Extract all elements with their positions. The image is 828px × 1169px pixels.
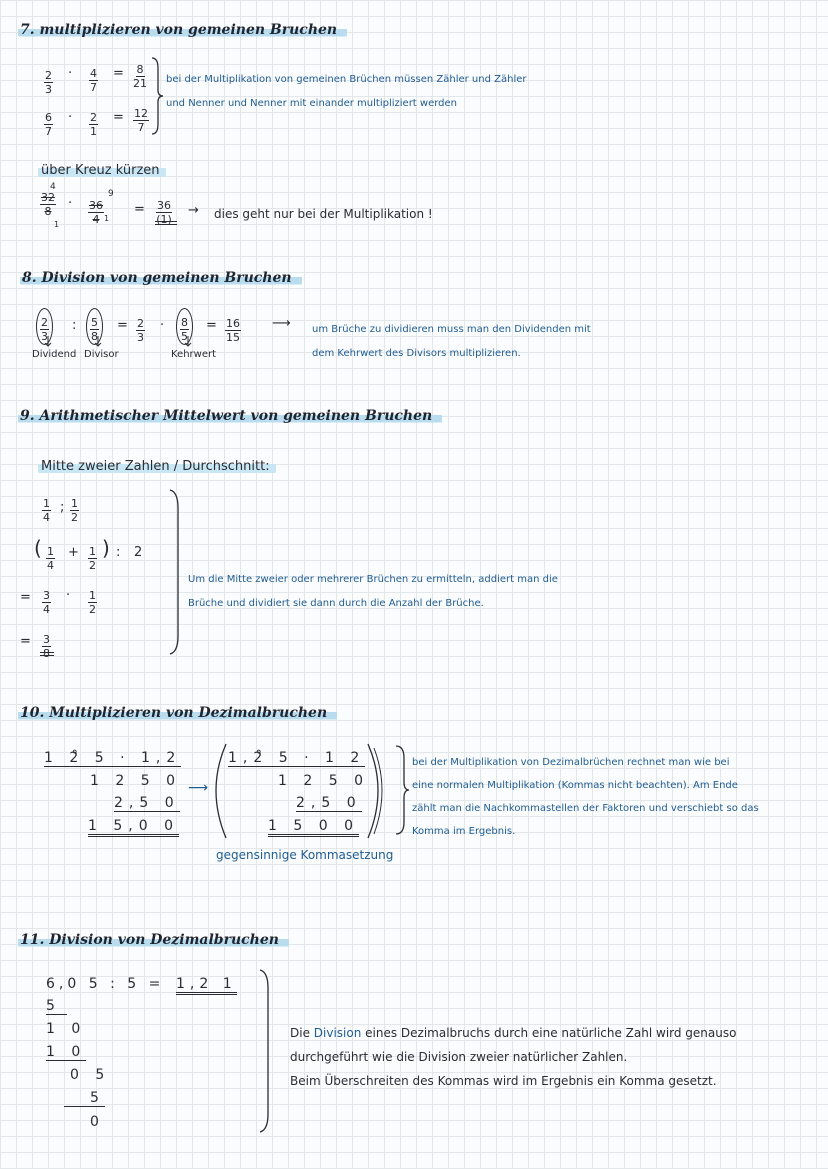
fraction: $\frac{1}{4}$ [43,497,50,524]
operator: : [72,318,77,333]
operator: · [68,196,73,211]
section-11-note-1: Die Division eines Dezimalbruchs durch eine natürliche Zahl wird genauso [290,1026,737,1040]
cross-cancel-label: über Kreuz kürzen [38,163,166,178]
division-remainder: 0 [90,1114,105,1130]
calc-line-2: 1 2 5 0 [90,773,181,789]
calc-box-line-2: 1 2 5 0 [278,773,369,789]
section-7-note-2: und Nenner und Nenner mit einander multipliziert werden [166,98,458,109]
double-underline [155,221,177,225]
fraction: $\frac{1}{2}$ [89,545,96,572]
section-7-title: 7. multiplizieren von gemeinen Bruchen [18,22,347,38]
section-10-note-2: eine normalen Multiplikation (Kommas nicht beachten). Am Ende [412,780,738,791]
plus: + [68,545,79,560]
bracket [168,488,184,656]
equals: = [134,202,145,217]
equals: = [113,110,124,125]
arrow-icon: ⟶ [272,316,291,331]
result-fraction: $\frac{8}{21}$ [133,63,147,90]
equals: = [206,318,217,333]
double-underline [40,652,54,656]
fraction: $\frac{1}{2}$ [71,497,78,524]
superscript: 9 [108,189,114,199]
mult-row-1 [44,64,53,95]
calc-result: 1 5,0 0 [88,818,179,837]
label-dividend: Dividend [32,349,77,360]
division-line-4: 1 0 [46,1044,87,1060]
fraction: $\frac{32}{8}$ [41,191,55,218]
calc-box-line-3: 2,5 0 [296,795,362,811]
arrow-icon: → [188,203,199,218]
fraction: $\frac{4}{7}$ [90,67,97,94]
subscript: 1 [104,214,110,223]
section-9-title: 9. Arithmetischer Mittelwert von gemeinen Bruchen [18,408,442,424]
equals: = [113,66,124,81]
operator: · [160,318,165,333]
circled-fraction: $\frac{8}{5}$ [176,308,193,345]
section-10-note-3: zählt man die Nachkommastellen der Faktoren und verschiebt so das [412,803,759,814]
section-7-note-1: bei der Multiplikation von gemeinen Brüchen müssen Zähler und Zähler [166,74,527,85]
fraction: $\frac{36}{4}$ [89,199,103,226]
calc-line-1: 1 2̊ 5 · 1,2 [44,750,182,766]
label-divisor: Divisor [84,349,119,360]
separator: ; [60,500,65,515]
equals: = [20,590,31,605]
paren-close: ) [102,536,110,560]
divisor-value: 2 [134,545,143,560]
section-9-note-2: Brüche und dividiert sie dann durch die Anzahl der Brüche. [188,598,484,609]
division-line-3: 1 0 [46,1021,87,1037]
section-10-caption: gegensinnige Kommasetzung [216,848,394,862]
circled-fraction: $\frac{2}{3}$ [36,308,53,345]
section-11-title: 11. Division von Dezimalbruchen [18,932,289,948]
operator: · [68,110,73,125]
bracket [258,968,274,1134]
fraction: $\frac{6}{7}$ [45,111,52,138]
section-11-note-2: durchgeführt wie die Division zweier natürlicher Zahlen. [290,1050,628,1064]
operator: · [66,588,71,603]
division-line-5: 0 5 [70,1067,111,1083]
paren-open: ( [34,536,42,560]
division-line-2: 5 [46,998,67,1015]
section-10-note-1: bei der Multiplikation von Dezimalbrüchen rechnet man wie bei [412,757,730,768]
section-10-title: 10. Multiplizieren von Dezimalbruchen [18,705,337,721]
calc-box-result: 1 5 0 0 [268,818,359,837]
result-fraction: $\frac{16}{15}$ [226,317,240,344]
result-fraction: $\frac{3}{8}$ [43,633,50,660]
subscript: 1 [54,220,60,229]
divide: : [116,545,121,560]
section-8-note-2: dem Kehrwert des Divisors multiplizieren. [312,348,521,359]
arrow-icon: ⟶ [188,780,209,796]
curly-brace [150,56,164,136]
fraction: $\frac{1}{2}$ [89,589,96,616]
mean-label: Mitte zweier Zahlen / Durchschnitt: [38,459,276,474]
operator: · [68,66,73,81]
result-fraction: $\frac{12}{7}$ [134,107,148,134]
calc-line-3: 2,5 0 [114,795,180,811]
calc-box-line-1: 1,2̊ 5 · 1 2 [228,750,366,766]
section-11-note-3: Beim Überschreiten des Kommas wird im Ergebnis ein Komma gesetzt. [290,1074,717,1088]
cross-cancel-note: dies geht nur bei der Multiplikation ! [214,207,433,221]
section-8-title: 8. Division von gemeinen Bruchen [20,270,302,286]
fraction: $\frac{1}{4}$ [47,545,54,572]
result-fraction: $\frac{36}{(1)}$ [156,199,172,226]
label-kehrwert: Kehrwert [171,349,217,360]
fraction: $\frac{3}{4}$ [43,589,50,616]
superscript: 4 [50,182,56,192]
section-9-note-1: Um die Mitte zweier oder mehrerer Brüchen zu ermitteln, addiert man die [188,574,558,585]
arrows-down [48,336,208,350]
division-result: 1,2 1 [176,976,237,995]
curly-brace [394,744,410,836]
section-10-note-4: Komma im Ergebnis. [412,826,516,837]
division-line-6: 5 [64,1090,105,1107]
division-line-1: 6,0 5 : 5 = [46,976,165,992]
equals: = [20,634,31,649]
circled-fraction: $\frac{5}{8}$ [86,308,103,345]
equals: = [117,318,128,333]
fraction: $\frac{2}{3}$ [137,317,144,344]
cross-cancel-calc [40,182,60,229]
fraction: $\frac{2}{1}$ [90,111,97,138]
section-8-note-1: um Brüche zu dividieren muss man den Dividenden mit [312,324,591,335]
fraction: $\frac{2}{3}$ [45,69,52,96]
